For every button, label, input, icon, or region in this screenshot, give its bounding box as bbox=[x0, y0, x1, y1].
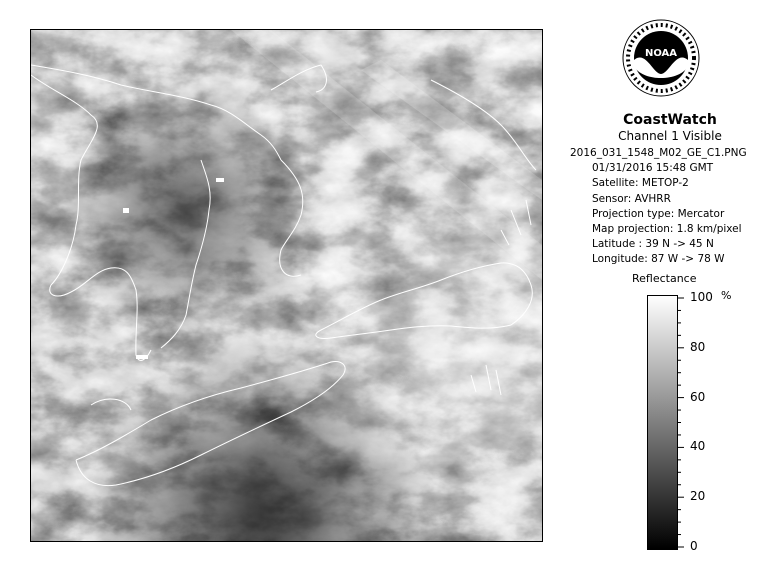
colorbar-tick-label: 40 bbox=[690, 439, 706, 454]
metadata-satellite: Satellite: METOP-2 bbox=[592, 177, 689, 190]
colorbar-tick-label: 60 bbox=[690, 389, 706, 404]
svg-text:NOAA: NOAA bbox=[644, 48, 678, 59]
legend-title: Reflectance bbox=[632, 272, 697, 285]
metadata-sensor: Sensor: AVHRR bbox=[592, 192, 671, 205]
colorbar-tick-label: 80 bbox=[690, 339, 706, 354]
metadata-filename: 2016_031_1548_M02_GE_C1.PNG bbox=[570, 147, 747, 159]
noaa-logo-icon bbox=[620, 16, 702, 106]
app-title: CoastWatch bbox=[623, 112, 717, 128]
colorbar-unit: % bbox=[721, 289, 732, 302]
channel-subtitle: Channel 1 Visible bbox=[618, 129, 722, 143]
satellite-image-svg bbox=[31, 30, 542, 541]
colorbar-ticks bbox=[678, 295, 738, 555]
colorbar-tick-label: 0 bbox=[690, 539, 698, 553]
reflectance-colorbar bbox=[647, 295, 678, 550]
noaa-logo bbox=[620, 16, 702, 106]
colorbar-axis bbox=[678, 289, 738, 555]
metadata-latitude: Latitude : 39 N -> 45 N bbox=[592, 238, 714, 251]
bright-spot bbox=[216, 178, 224, 182]
bright-spot bbox=[123, 208, 129, 213]
satellite-image bbox=[30, 29, 543, 542]
image-metadata bbox=[570, 146, 747, 268]
metadata-map-projection: Map projection: 1.8 km/pixel bbox=[592, 223, 742, 236]
metadata-datetime: 01/31/2016 15:48 GMT bbox=[592, 162, 714, 175]
metadata-projection-type: Projection type: Mercator bbox=[592, 207, 725, 220]
metadata-longitude: Longitude: 87 W -> 78 W bbox=[592, 253, 725, 266]
bright-region-east bbox=[31, 30, 542, 541]
bright-spot bbox=[136, 355, 148, 359]
colorbar-tick-label: 20 bbox=[690, 489, 706, 504]
colorbar-tick-label: 100 bbox=[690, 290, 713, 304]
